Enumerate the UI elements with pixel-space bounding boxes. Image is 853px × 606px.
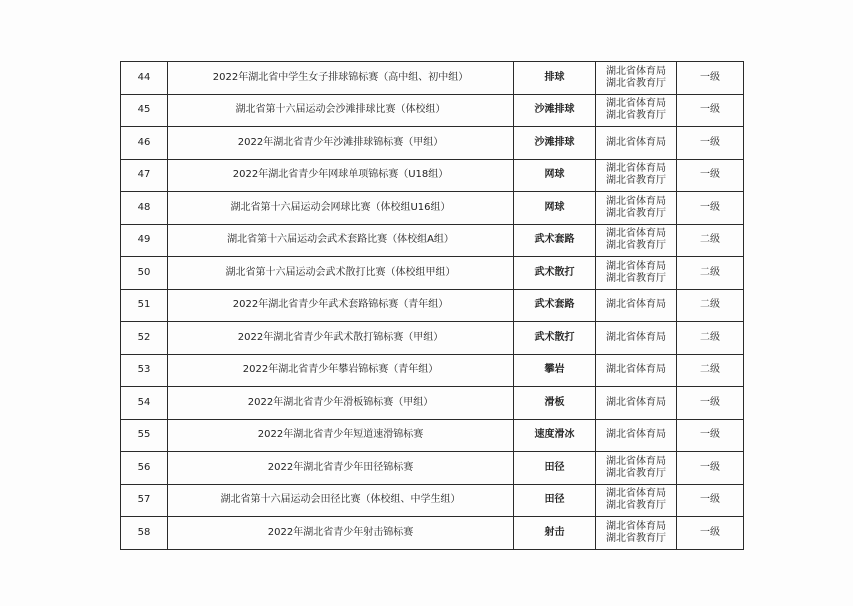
table-row [121, 322, 744, 355]
table-row [121, 224, 744, 257]
organizer-name: 湖北省教育厅 [606, 207, 666, 219]
organizer-name: 湖北省体育局 [606, 429, 666, 441]
row-number: 58 [121, 517, 168, 550]
sport-event: 排球 [514, 62, 596, 95]
row-number: 47 [121, 159, 168, 192]
row-number: 54 [121, 387, 168, 420]
table-row [121, 94, 744, 127]
competition-name: 湖北省第十六届运动会沙滩排球比赛（体校组） [168, 94, 514, 127]
competition-table [120, 61, 744, 550]
organizer-name: 湖北省体育局 [606, 136, 666, 148]
competition-grade: 一级 [677, 387, 744, 420]
competition-name: 2022年湖北省青少年射击锦标赛 [168, 517, 514, 550]
competition-grade: 二级 [677, 289, 744, 322]
organizer-name: 湖北省教育厅 [606, 500, 666, 512]
sport-event: 田径 [514, 452, 596, 485]
table-body [121, 62, 744, 550]
competition-grade: 一级 [677, 94, 744, 127]
table-row [121, 257, 744, 290]
row-number: 57 [121, 484, 168, 517]
organizer-cell [596, 484, 677, 517]
table-row [121, 62, 744, 95]
sport-event: 网球 [514, 192, 596, 225]
competition-name: 湖北省第十六届运动会网球比赛（体校组U16组） [168, 192, 514, 225]
organizer-name: 湖北省体育局 [606, 455, 666, 467]
organizer-name: 湖北省体育局 [606, 331, 666, 343]
organizer-cell [596, 354, 677, 387]
table-row [121, 419, 744, 452]
organizer-name: 湖北省体育局 [606, 396, 666, 408]
organizer-cell [596, 387, 677, 420]
organizer-cell [596, 62, 677, 95]
row-number: 45 [121, 94, 168, 127]
organizer-cell [596, 517, 677, 550]
competition-name: 2022年湖北省青少年滑板锦标赛（甲组） [168, 387, 514, 420]
organizer-name: 湖北省教育厅 [606, 77, 666, 89]
competition-grade: 一级 [677, 419, 744, 452]
table-row [121, 484, 744, 517]
organizer-name: 湖北省教育厅 [606, 175, 666, 187]
row-number: 55 [121, 419, 168, 452]
competition-grade: 一级 [677, 127, 744, 160]
organizer-cell [596, 419, 677, 452]
sport-event: 武术套路 [514, 224, 596, 257]
table-row [121, 387, 744, 420]
row-number: 52 [121, 322, 168, 355]
organizer-cell [596, 452, 677, 485]
row-number: 51 [121, 289, 168, 322]
organizer-name: 湖北省体育局 [606, 65, 666, 77]
organizer-name: 湖北省教育厅 [606, 272, 666, 284]
organizer-cell [596, 289, 677, 322]
table-row [121, 452, 744, 485]
sport-event: 沙滩排球 [514, 94, 596, 127]
organizer-name: 湖北省体育局 [606, 228, 666, 240]
table-row [121, 192, 744, 225]
organizer-cell [596, 192, 677, 225]
sport-event: 武术散打 [514, 322, 596, 355]
competition-grade: 一级 [677, 452, 744, 485]
row-number: 46 [121, 127, 168, 160]
organizer-name: 湖北省教育厅 [606, 240, 666, 252]
row-number: 50 [121, 257, 168, 290]
organizer-name: 湖北省体育局 [606, 488, 666, 500]
sport-event: 网球 [514, 159, 596, 192]
row-number: 48 [121, 192, 168, 225]
sport-event: 滑板 [514, 387, 596, 420]
sport-event: 田径 [514, 484, 596, 517]
row-number: 44 [121, 62, 168, 95]
sport-event: 速度滑冰 [514, 419, 596, 452]
competition-grade: 二级 [677, 224, 744, 257]
organizer-name: 湖北省体育局 [606, 364, 666, 376]
competition-name: 湖北省第十六届运动会武术散打比赛（体校组甲组） [168, 257, 514, 290]
organizer-name: 湖北省体育局 [606, 520, 666, 532]
sport-event: 攀岩 [514, 354, 596, 387]
sport-event: 武术套路 [514, 289, 596, 322]
sport-event: 射击 [514, 517, 596, 550]
competition-grade: 一级 [677, 484, 744, 517]
competition-grade: 二级 [677, 354, 744, 387]
competition-name: 2022年湖北省青少年网球单项锦标赛（U18组） [168, 159, 514, 192]
organizer-name: 湖北省体育局 [606, 98, 666, 110]
competition-name: 2022年湖北省青少年武术散打锦标赛（甲组） [168, 322, 514, 355]
competition-name: 2022年湖北省中学生女子排球锦标赛（高中组、初中组） [168, 62, 514, 95]
organizer-name: 湖北省体育局 [606, 195, 666, 207]
competition-name: 2022年湖北省青少年武术套路锦标赛（青年组） [168, 289, 514, 322]
competition-grade: 一级 [677, 62, 744, 95]
row-number: 56 [121, 452, 168, 485]
organizer-cell [596, 322, 677, 355]
organizer-cell [596, 159, 677, 192]
competition-name: 湖北省第十六届运动会武术套路比赛（体校组A组） [168, 224, 514, 257]
competition-grade: 一级 [677, 159, 744, 192]
organizer-name: 湖北省教育厅 [606, 532, 666, 544]
sport-event: 武术散打 [514, 257, 596, 290]
table-row [121, 517, 744, 550]
organizer-name: 湖北省体育局 [606, 260, 666, 272]
table-row [121, 159, 744, 192]
sport-event: 沙滩排球 [514, 127, 596, 160]
competition-name: 2022年湖北省青少年田径锦标赛 [168, 452, 514, 485]
organizer-cell [596, 127, 677, 160]
organizer-cell [596, 257, 677, 290]
competition-grade: 二级 [677, 257, 744, 290]
row-number: 49 [121, 224, 168, 257]
table-row [121, 289, 744, 322]
competition-name: 2022年湖北省青少年短道速滑锦标赛 [168, 419, 514, 452]
organizer-cell [596, 94, 677, 127]
table-row [121, 127, 744, 160]
organizer-name: 湖北省体育局 [606, 163, 666, 175]
organizer-name: 湖北省教育厅 [606, 467, 666, 479]
row-number: 53 [121, 354, 168, 387]
competition-name: 2022年湖北省青少年沙滩排球锦标赛（甲组） [168, 127, 514, 160]
organizer-name: 湖北省教育厅 [606, 110, 666, 122]
competition-grade: 二级 [677, 322, 744, 355]
organizer-name: 湖北省体育局 [606, 299, 666, 311]
organizer-cell [596, 224, 677, 257]
competition-grade: 一级 [677, 517, 744, 550]
competition-name: 2022年湖北省青少年攀岩锦标赛（青年组） [168, 354, 514, 387]
competition-grade: 一级 [677, 192, 744, 225]
competition-name: 湖北省第十六届运动会田径比赛（体校组、中学生组） [168, 484, 514, 517]
table-row [121, 354, 744, 387]
